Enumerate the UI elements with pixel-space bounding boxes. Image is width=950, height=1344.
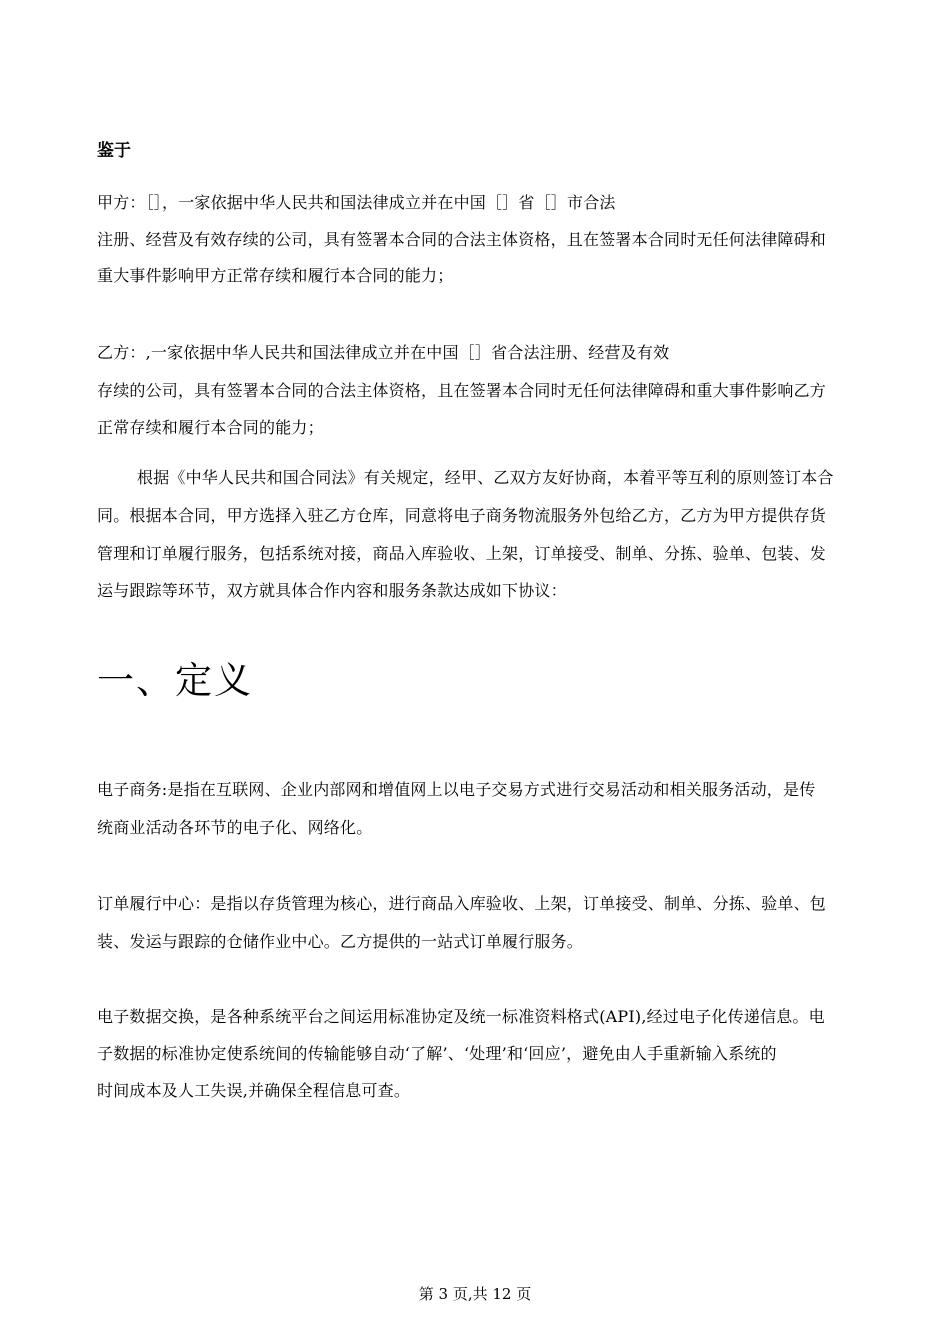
definition-edi-line-3: 时间成本及人工失误,并确保全程信息可查。 (97, 1081, 411, 1100)
definition-fulfillment-line-1: 订单履行中心：是指以存货管理为核心，进行商品入库验收、上架，订单接受、制单、分拣、验单、包 (97, 894, 827, 913)
definition-edi-line-1: 电子数据交换，是各种系统平台之间运用标准协定及统一标准资料格式(API),经过电子化传递信息。电 (97, 1007, 825, 1026)
party-b-line-2: 存续的公司，具有签署本合同的合法主体资格，且在签署本合同时无任何法律障碍和重大事件影响乙方 (97, 381, 827, 400)
section-heading-definitions: 一、定义 (97, 659, 253, 702)
preamble-line-3: 管理和订单履行服务，包括系统对接，商品入库验收、上架，订单接受、制单、分拣、验单、包装、发 (97, 544, 827, 563)
party-a-line-2: 注册、经营及有效存续的公司，具有签署本合同的合法主体资格，且在签署本合同时无任何法律障碍和 (97, 230, 827, 249)
preamble-line-4: 运与跟踪等环节，双方就具体合作内容和服务条款达成如下协议： (97, 581, 567, 600)
definition-ecommerce-line-1: 电子商务:是指在互联网、企业内部网和增值网上以电子交易方式进行交易活动和相关服务活动，是传 (97, 780, 816, 799)
definition-edi-line-2: 子数据的标准协定使系统间的传输能够自动‘了解’、‘处理’和‘回应’，避免由人手重新输入系统的 (97, 1044, 777, 1063)
definition-ecommerce-line-2: 统商业活动各环节的电子化、网络化。 (97, 818, 373, 837)
preamble-line-2: 同。根据本合同，甲方选择入驻乙方仓库，同意将电子商务物流服务外包给乙方，乙方为甲方提供存货 (97, 506, 827, 525)
definition-fulfillment-line-2: 装、发运与跟踪的仓储作业中心。乙方提供的一站式订单履行服务。 (97, 932, 584, 951)
party-b-line-3: 正常存续和履行本合同的能力； (97, 418, 324, 437)
preamble-line-1: 根据《中华人民共和国合同法》有关规定，经甲、乙双方友好协商，本着平等互利的原则签订本合 (137, 468, 834, 487)
party-a-line-3: 重大事件影响甲方正常存续和履行本合同的能力； (97, 266, 454, 285)
page-footer: 第 3 页,共 12 页 (418, 1285, 532, 1303)
whereas-heading: 鉴于 (97, 141, 131, 161)
party-a-line-1: 甲方：［］，一家依据中华人民共和国法律成立并在中国［］省［］市合法 (97, 193, 616, 212)
party-b-line-1: 乙方：,一家依据中华人民共和国法律成立并在中国［］省合法注册、经营及有效 (97, 343, 670, 362)
